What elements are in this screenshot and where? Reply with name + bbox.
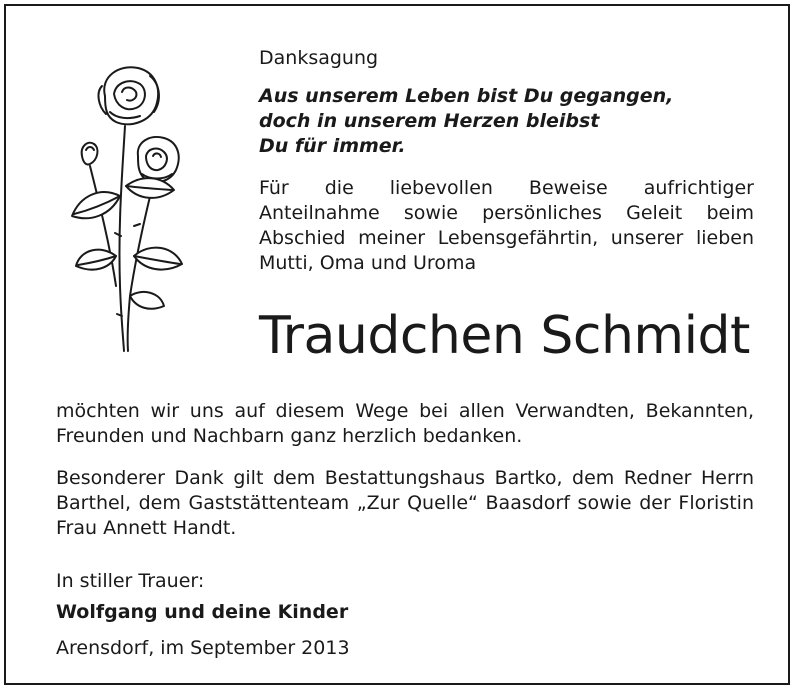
signers: Wolfgang und deine Kinder <box>56 601 349 623</box>
rose-icon <box>50 56 210 356</box>
mourning-line: In stiller Trauer: <box>56 570 205 592</box>
place-date: Arensdorf, im September 2013 <box>56 637 350 659</box>
deceased-name: Traudchen Schmidt <box>259 306 750 366</box>
special-thanks-paragraph: Besonderer Dank gilt dem Bestattungshaus Bartko, dem Redner Herrn Barthel, dem Gaststättenteam „Zur Quelle“ Baasdorf sowie der Floristin Frau Annett Handt. <box>56 467 754 539</box>
notice-heading: Danksagung <box>259 47 379 69</box>
verse-line: Du für immer. <box>259 135 406 157</box>
verse-line: Aus unserem Leben bist Du gegangen, <box>259 85 674 107</box>
verse-line: doch in unserem Herzen bleibst <box>259 110 600 132</box>
intro-text: Für die liebevollen Beweise aufrichtiger Anteilnahme sowie persönliches Geleit beim Abschied meiner Lebensgefährtin, unserer lieben Mutti, Oma und Uroma <box>259 177 754 274</box>
memorial-verse <box>259 84 739 159</box>
obituary-notice <box>4 4 790 685</box>
thanks-paragraph: möchten wir uns auf diesem Wege bei allen Verwandten, Bekannten, Freunden und Nachbarn ganz herzlich bedanken. <box>56 400 754 447</box>
